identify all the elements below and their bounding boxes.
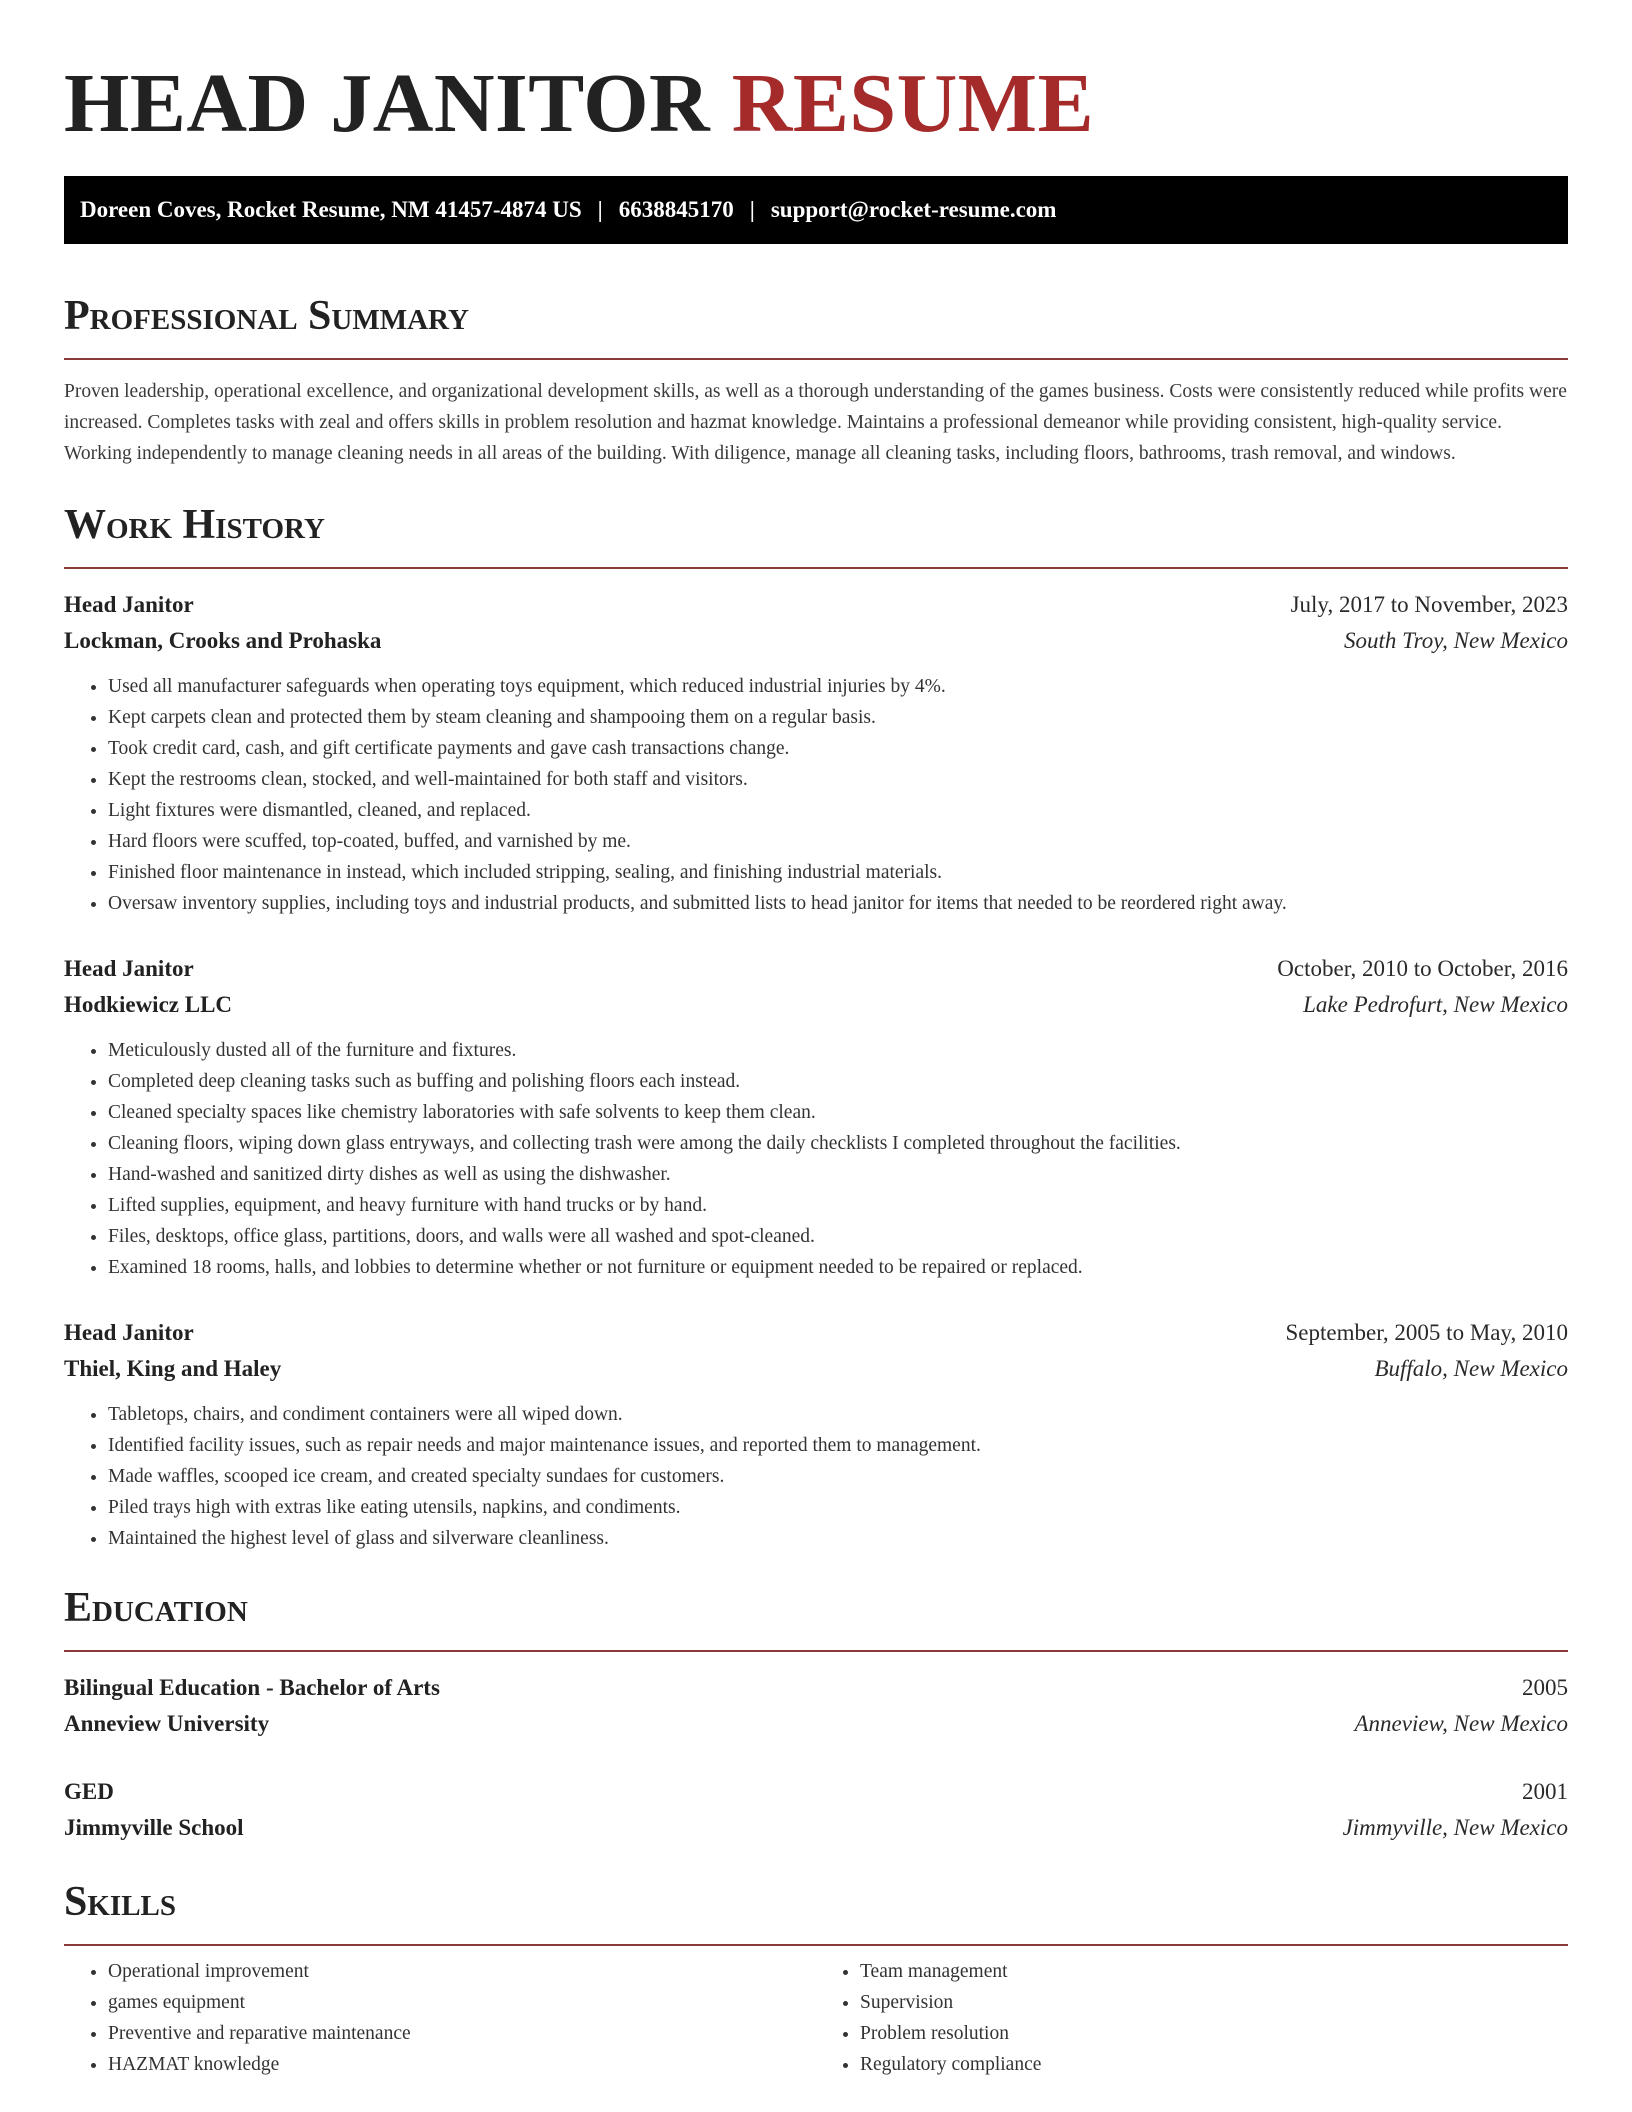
job-header-row xyxy=(64,1315,1568,1351)
education-entry xyxy=(64,1670,1568,1742)
section-divider xyxy=(64,1944,1568,1946)
skills-list xyxy=(816,1956,1568,2080)
job-entry xyxy=(64,1315,1568,1554)
contact-bar xyxy=(64,176,1568,244)
education-heading: Education xyxy=(64,1585,248,1631)
page-title xyxy=(64,56,1568,152)
job-company-row xyxy=(64,987,1568,1023)
education-location: Anneview, New Mexico xyxy=(1354,1711,1568,1736)
job-company-row xyxy=(64,623,1568,659)
education-degree: GED xyxy=(64,1779,114,1804)
job-bullet: • Maintained the highest level of glass and silverware cleanliness. xyxy=(108,1523,1568,1554)
job-entry xyxy=(64,587,1568,919)
education-school-row xyxy=(64,1810,1568,1846)
job-location: Buffalo, New Mexico xyxy=(1374,1356,1568,1381)
skill-item: • Preventive and reparative maintenance xyxy=(108,2018,816,2049)
section-divider xyxy=(64,1650,1568,1652)
work-history-heading: Work History xyxy=(64,502,325,548)
job-bullet: • Identified facility issues, such as repair needs and major maintenance issues, and reported them to management. xyxy=(108,1430,1568,1461)
skill-item: • games equipment xyxy=(108,1987,816,2018)
section-divider xyxy=(64,567,1568,569)
summary-heading: Professional Summary xyxy=(64,293,469,339)
job-bullets xyxy=(64,1035,1568,1283)
education-year: 2005 xyxy=(1522,1675,1568,1700)
job-bullet: • Lifted supplies, equipment, and heavy furniture with hand trucks or by hand. xyxy=(108,1190,1568,1221)
skill-item: • Team management xyxy=(860,1956,1568,1987)
job-company: Hodkiewicz LLC xyxy=(64,992,233,1017)
job-location: Lake Pedrofurt, New Mexico xyxy=(1303,992,1568,1017)
job-bullet: • Hard floors were scuffed, top-coated, buffed, and varnished by me. xyxy=(108,826,1568,857)
skills-grid xyxy=(64,1956,1568,2080)
education-degree: Bilingual Education - Bachelor of Arts xyxy=(64,1675,440,1700)
skill-item: • HAZMAT knowledge xyxy=(108,2049,816,2080)
job-bullet: • Kept the restrooms clean, stocked, and well-maintained for both staff and visitors. xyxy=(108,764,1568,795)
education-school-row xyxy=(64,1706,1568,1742)
job-company: Lockman, Crooks and Prohaska xyxy=(64,628,382,653)
skills-heading: Skills xyxy=(64,1879,177,1925)
section-divider xyxy=(64,358,1568,360)
job-title: Head Janitor xyxy=(64,1320,194,1345)
education-entry xyxy=(64,1774,1568,1846)
summary-text: Proven leadership, operational excellence, and organizational development skills, as well as a thorough understanding of the games business. Costs were consistently reduced while profits were increased. Completes tasks with zeal and offers skills in problem resolution and hazmat knowledge. Maintains a professional demeanor while providing consistent, high-quality service. Working independently to manage cleaning needs in all areas of the building. With diligence, manage all cleaning tasks, including floors, bathrooms, trash removal, and windows. xyxy=(64,381,1567,464)
education-section xyxy=(64,1580,1568,1846)
job-bullet: • Cleaned specialty spaces like chemistry laboratories with safe solvents to keep them clean. xyxy=(108,1097,1568,1128)
job-dates: September, 2005 to May, 2010 xyxy=(1285,1320,1568,1345)
job-header-row xyxy=(64,951,1568,987)
skills-column-left xyxy=(64,1956,816,2080)
job-bullet: • Cleaning floors, wiping down glass entryways, and collecting trash were among the daily checklists I completed throughout the facilities. xyxy=(108,1128,1568,1159)
job-bullet: • Used all manufacturer safeguards when operating toys equipment, which reduced industrial injuries by 4%. xyxy=(108,671,1568,702)
job-bullet: • Light fixtures were dismantled, cleaned, and replaced. xyxy=(108,795,1568,826)
job-bullet: • Made waffles, scooped ice cream, and created specialty sundaes for customers. xyxy=(108,1461,1568,1492)
job-bullet: • Took credit card, cash, and gift certificate payments and gave cash transactions change. xyxy=(108,733,1568,764)
skill-item: • Operational improvement xyxy=(108,1956,816,1987)
job-company-row xyxy=(64,1351,1568,1387)
job-bullet: • Piled trays high with extras like eating utensils, napkins, and condiments. xyxy=(108,1492,1568,1523)
job-title: Head Janitor xyxy=(64,956,194,981)
job-bullet: • Examined 18 rooms, halls, and lobbies to determine whether or not furniture or equipment needed to be repaired or replaced. xyxy=(108,1252,1568,1283)
education-header-row xyxy=(64,1670,1568,1706)
job-bullet: • Tabletops, chairs, and condiment containers were all wiped down. xyxy=(108,1399,1568,1430)
title-accent: RESUME xyxy=(731,57,1095,150)
job-company: Thiel, King and Haley xyxy=(64,1356,282,1381)
education-location: Jimmyville, New Mexico xyxy=(1342,1815,1568,1840)
contact-address: Doreen Coves, Rocket Resume, NM 41457-4874 US xyxy=(80,197,582,222)
summary-section xyxy=(64,288,1568,469)
education-school: Anneview University xyxy=(64,1711,270,1736)
job-bullet: • Files, desktops, office glass, partitions, doors, and walls were all washed and spot-cleaned. xyxy=(108,1221,1568,1252)
job-bullet: • Hand-washed and sanitized dirty dishes as well as using the dishwasher. xyxy=(108,1159,1568,1190)
skill-item: • Problem resolution xyxy=(860,2018,1568,2049)
skill-item: • Supervision xyxy=(860,1987,1568,2018)
job-title: Head Janitor xyxy=(64,592,194,617)
job-location: South Troy, New Mexico xyxy=(1343,628,1568,653)
job-bullets xyxy=(64,671,1568,919)
contact-email: support@rocket-resume.com xyxy=(770,197,1057,222)
skills-section xyxy=(64,1874,1568,2080)
job-bullet: • Completed deep cleaning tasks such as buffing and polishing floors each instead. xyxy=(108,1066,1568,1097)
contact-separator: | xyxy=(749,197,755,222)
education-school: Jimmyville School xyxy=(64,1815,244,1840)
job-entry xyxy=(64,951,1568,1283)
job-dates: July, 2017 to November, 2023 xyxy=(1290,592,1568,617)
education-header-row xyxy=(64,1774,1568,1810)
job-header-row xyxy=(64,587,1568,623)
job-dates: October, 2010 to October, 2016 xyxy=(1277,956,1568,981)
job-bullet: • Kept carpets clean and protected them by steam cleaning and shampooing them on a regular basis. xyxy=(108,702,1568,733)
skills-column-right xyxy=(816,1956,1568,2080)
job-bullets xyxy=(64,1399,1568,1554)
job-bullet: • Finished floor maintenance in instead, which included stripping, sealing, and finishing industrial materials. xyxy=(108,857,1568,888)
contact-phone: 6638845170 xyxy=(618,197,734,222)
skills-list xyxy=(64,1956,816,2080)
job-bullet: • Meticulously dusted all of the furniture and fixtures. xyxy=(108,1035,1568,1066)
contact-separator: | xyxy=(597,197,603,222)
title-main: HEAD JANITOR xyxy=(64,57,711,150)
work-history-section xyxy=(64,497,1568,1554)
education-year: 2001 xyxy=(1522,1779,1568,1804)
job-bullet: • Oversaw inventory supplies, including toys and industrial products, and submitted lists to head janitor for items that needed to be reordered right away. xyxy=(108,888,1568,919)
skill-item: • Regulatory compliance xyxy=(860,2049,1568,2080)
